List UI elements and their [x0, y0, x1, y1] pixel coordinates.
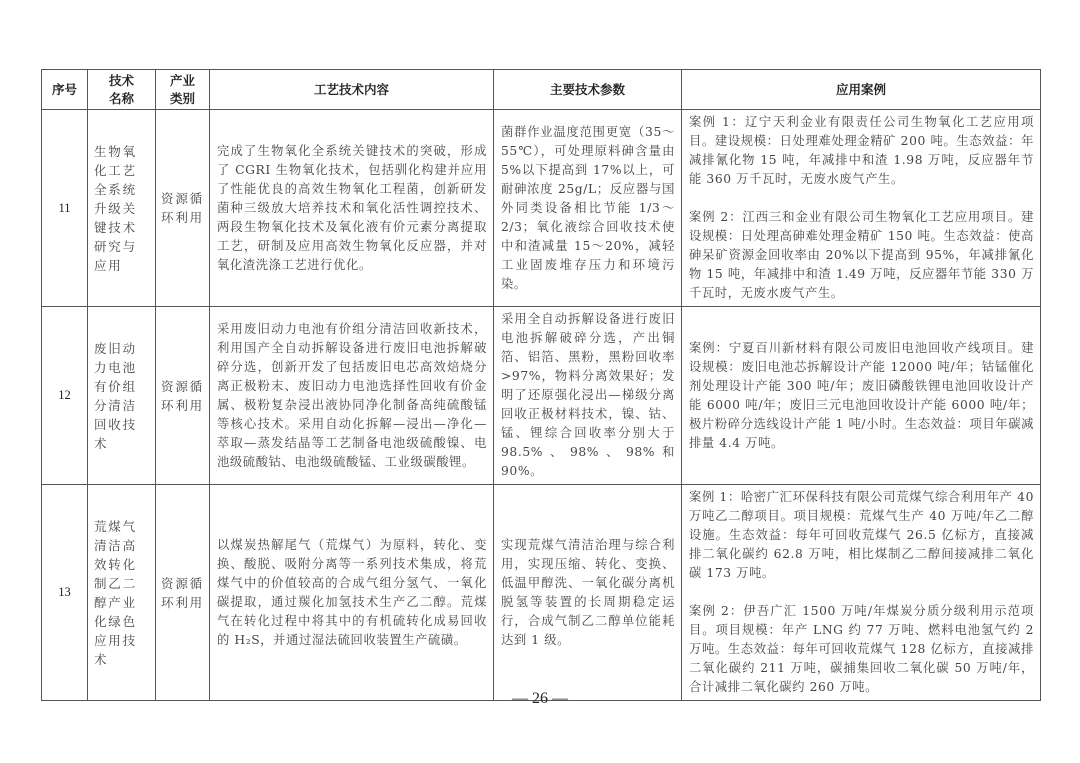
case-gap [689, 583, 1034, 602]
technology-table [41, 69, 1041, 701]
header-process: 工艺技术内容 [210, 70, 494, 110]
header-params: 主要技术参数 [494, 70, 682, 110]
row-params: 菌群作业温度范围更宽（35～55℃），可处理原料砷含量由5%以下提高到 17%以上，可耐砷浓度 25g/L；反应器与国外同类设备相比节能 1/3～2/3；氧化液综合回收技术使中和渣减量 15～20%，减轻工业固废堆存压力和环境污染。 [494, 110, 682, 307]
row-tech-name: 废旧动力电池有价组分清洁回收技术 [88, 307, 156, 485]
case-gap [689, 189, 1034, 208]
row-seq: 11 [42, 110, 88, 307]
case-item: 案例：宁夏百川新材料有限公司废旧电池回收产线项目。建设规模：废旧电池芯拆解设计产能 12000 吨/年；钴锰催化剂处理设计产能 300 吨/年；废旧磷酸铁锂电池回收设计产能 6000 吨/年；废旧三元电池回收设计产能 6000 吨/年；极片粉碎分选线设计产能 1 吨/小时。生态效益：项目年碳减排量 4.4 万吨。 [689, 340, 1034, 450]
row-category: 资源循环利用 [156, 307, 210, 485]
header-tech-name [88, 70, 156, 110]
row-seq: 12 [42, 307, 88, 485]
row-category: 资源循环利用 [156, 110, 210, 307]
header-category [156, 70, 210, 110]
table-header-row [42, 70, 1041, 110]
case-item: 案例 1：哈密广汇环保科技有限公司荒煤气综合利用年产 40 万吨乙二醇项目。项目规模：荒煤气生产 40 万吨/年乙二醇设施。生态效益：每年可回收荒煤气 26.5 亿标方，直接减排二氧化碳约 62.8 万吨，相比煤制乙二醇间接减排二氧化碳 173 万吨。 [689, 490, 1034, 580]
row-seq: 13 [42, 485, 88, 701]
row-params: 实现荒煤气清洁治理与综合利用，实现压缩、转化、变换、低温甲醇洗、一氧化碳分离机脱氢等装置的长周期稳定运行，合成气制乙二醇单位能耗达到 1 级。 [494, 485, 682, 701]
header-tech-name-line2: 名称 [108, 90, 134, 106]
case-item: 案例 1：辽宁天利金业有限责任公司生物氧化工艺应用项目。建设规模：日处理难处理金精矿 200 吨。生态效益：年减排氰化物 15 吨，年减排中和渣 1.98 万吨，反应器年节能 360 万千瓦时，无废水废气产生。 [689, 115, 1034, 186]
case-item: 案例 2：江西三和金业有限公司生物氧化工艺应用项目。建设规模：日处理高砷难处理金精矿 150 吨。生态效益：使高砷呆矿资源金回收率由 20%以下提高到 95%，年减排氰化物 15 吨，年减排中和渣 1.49 万吨，反应器年节能 330 万千瓦时，无废水废气产生。 [689, 210, 1034, 300]
row-cases [682, 485, 1041, 701]
header-category-line1: 产业 [169, 72, 195, 88]
case-item: 案例 2：伊吾广汇 1500 万吨/年煤炭分质分级利用示范项目。项目规模：年产 LNG 约 77 万吨、燃料电池氢气约 2 万吨。生态效益：每年可回收荒煤气 128 亿标方，直接减排二氧化碳约 211 万吨，碳捕集回收二氧化碳 50 万吨/年，合计减排二氧化碳约 260 万吨。 [689, 604, 1034, 694]
page-number: — 26 — [512, 690, 568, 707]
table-row [42, 307, 1041, 485]
row-process: 以煤炭热解尾气（荒煤气）为原料，转化、变换、酸脱、吸附分离等一系列技术集成，将荒煤气中的价值较高的合成气组分氢气、一氧化碳提取，通过羰化加氢技术生产乙二醇。荒煤气在转化过程中将其中的有机硫转化成易回收的 H₂S，并通过湿法硫回收装置生产硫磺。 [210, 485, 494, 701]
row-cases [682, 307, 1041, 485]
row-process: 完成了生物氧化全系统关键技术的突破，形成了 CGRI 生物氧化技术，包括驯化构建并应用了性能优良的高效生物氧化工程菌，创新研发菌种三级放大培养技术和氧化活性调控技术、两段生物氧化技术及氧化液有价元素分离提取工艺，研制及应用高效生物氧化反应器，并对氧化渣洗涤工艺进行优化。 [210, 110, 494, 307]
header-tech-name-line1: 技术 [108, 72, 134, 88]
header-category-line2: 类别 [169, 90, 195, 106]
header-seq: 序号 [42, 70, 88, 110]
row-tech-name: 生物氧化工艺全系统升级关键技术研究与应用 [88, 110, 156, 307]
table-row [42, 485, 1041, 701]
row-category: 资源循环利用 [156, 485, 210, 701]
row-tech-name: 荒煤气清洁高效转化制乙二醇产业化绿色应用技术 [88, 485, 156, 701]
header-cases: 应用案例 [682, 70, 1041, 110]
row-params: 采用全自动拆解设备进行废旧电池拆解破碎分选，产出铜箔、铝箔、黑粉，黑粉回收率>97%，物料分离效果好；发明了还原强化浸出—梯级分离回收正极材料技术，镍、钴、锰、锂综合回收率分别大于 98.5%、98%、98%和 90%。 [494, 307, 682, 485]
table-row [42, 110, 1041, 307]
row-cases [682, 110, 1041, 307]
row-process: 采用废旧动力电池有价组分清洁回收新技术，利用国产全自动拆解设备进行废旧电池拆解破碎分选，创新开发了包括废旧电芯高效焙烧分离正极粉末、废旧动力电池选择性回收有价金属、极粉复杂浸出液协同净化制备高纯硫酸锰等核心技术。采用自动化拆解—浸出—净化—萃取—蒸发结晶等工艺制备电池级硫酸镍、电池级硫酸钴、电池级硫酸锰、工业级碳酸锂。 [210, 307, 494, 485]
